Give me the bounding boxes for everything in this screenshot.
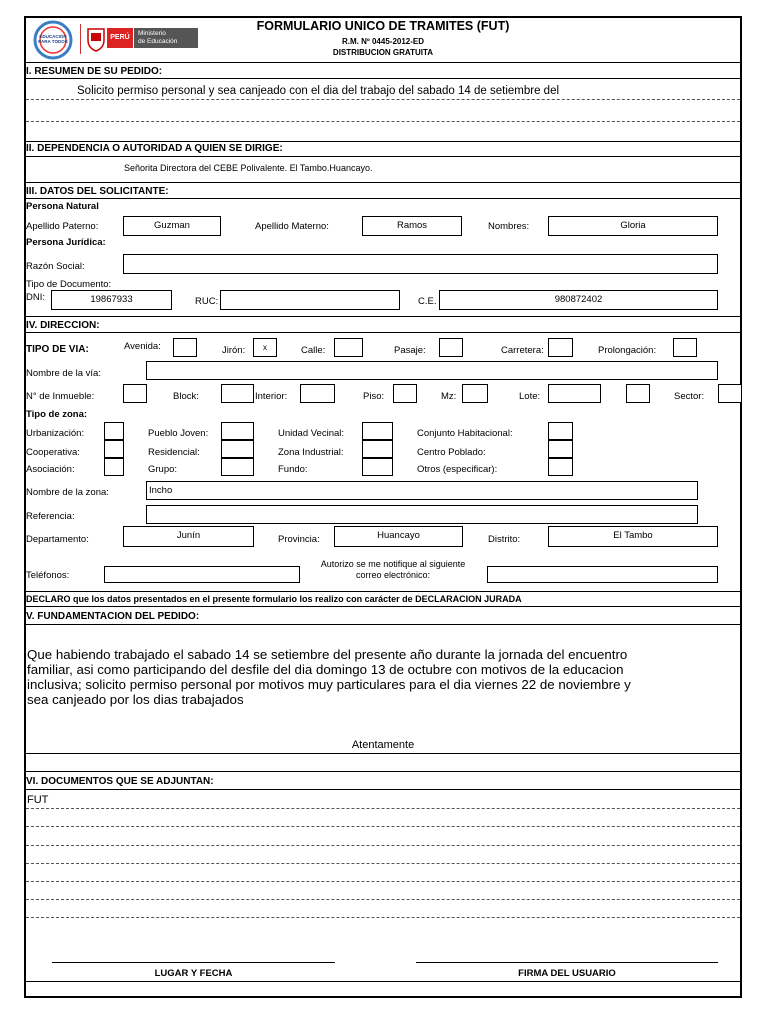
tipo-via-label: TIPO DE VIA:: [26, 344, 89, 355]
divider: [24, 156, 742, 157]
education-logo-text: EDUCACIÓN PARA TODOS: [38, 34, 68, 44]
dotted-line: [26, 121, 740, 122]
nombre-via-label: Nombre de la vía:: [26, 368, 101, 379]
telefonos-label: Teléfonos:: [26, 570, 70, 581]
referencia-field[interactable]: [146, 505, 698, 524]
correo-label-line-2: correo electrónico:: [355, 570, 431, 580]
interior-label: Interior:: [255, 391, 288, 402]
residencial-checkbox[interactable]: [221, 440, 254, 458]
block-field[interactable]: [221, 384, 254, 403]
peru-badge: PERÚ: [107, 28, 133, 48]
apellido-materno-field[interactable]: Ramos: [362, 216, 462, 236]
pueblo-joven-checkbox[interactable]: [221, 422, 254, 440]
otros-checkbox[interactable]: [548, 458, 573, 476]
divider: [24, 624, 742, 625]
calle-label: Calle:: [301, 345, 326, 356]
pasaje-checkbox[interactable]: [439, 338, 463, 357]
calle-checkbox[interactable]: [334, 338, 363, 357]
divider: [24, 62, 742, 63]
dotted-line: [26, 845, 740, 846]
departamento-field[interactable]: Junín: [123, 526, 254, 547]
divider: [24, 141, 742, 142]
section-6-title: VI. DOCUMENTOS QUE SE ADJUNTAN:: [26, 776, 214, 787]
divider: [24, 78, 742, 79]
pueblo-joven-label: Pueblo Joven:: [148, 428, 209, 439]
document-type-label: Tipo de Documento:: [26, 279, 112, 290]
divider: [24, 198, 742, 199]
sector-field[interactable]: [718, 384, 742, 403]
ce-field[interactable]: 980872402: [439, 290, 718, 310]
divider: [24, 753, 742, 754]
fundo-checkbox[interactable]: [362, 458, 393, 476]
zona-industrial-checkbox[interactable]: [362, 440, 393, 458]
attached-document-1[interactable]: FUT: [27, 794, 49, 806]
logo-divider: [80, 24, 81, 54]
ministry-badge: [134, 28, 198, 48]
ce-label: C.E.: [418, 296, 437, 307]
ruc-label: RUC:: [195, 296, 219, 307]
telefonos-field[interactable]: [104, 566, 300, 583]
tipo-zona-label: Tipo de zona:: [26, 409, 88, 420]
ministry-line-1: Ministerio: [138, 30, 166, 37]
block-label: Block:: [173, 391, 199, 402]
nombre-zona-field[interactable]: Incho: [146, 481, 698, 500]
divider: [24, 316, 742, 317]
dotted-line: [26, 881, 740, 882]
signature-label: FIRMA DEL USUARIO: [518, 968, 616, 979]
section-5-title: V. FUNDAMENTACION DEL PEDIDO:: [26, 611, 200, 622]
dotted-line: [26, 899, 740, 900]
inmueble-label: N° de Inmueble:: [26, 391, 95, 402]
correo-field[interactable]: [487, 566, 718, 583]
dotted-line: [26, 917, 740, 918]
cooperativa-checkbox[interactable]: [104, 440, 124, 458]
unidad-vecinal-checkbox[interactable]: [362, 422, 393, 440]
nombres-field[interactable]: Gloria: [548, 216, 718, 236]
mz-field[interactable]: [462, 384, 488, 403]
dni-field[interactable]: 19867933: [51, 290, 172, 310]
divider: [24, 606, 742, 607]
grupo-checkbox[interactable]: [221, 458, 254, 476]
unidad-vecinal-label: Unidad Vecinal:: [278, 428, 345, 439]
dni-label: DNI:: [26, 292, 45, 303]
sector-label: Sector:: [674, 391, 705, 402]
distribution-note: DISTRIBUCION GRATUITA: [332, 48, 434, 57]
declaration-statement: DECLARO que los datos presentados en el presente formulario los realizo con carácter de DECLARACION JURADA: [26, 594, 522, 604]
peru-shield-icon: [86, 26, 106, 52]
pasaje-label: Pasaje:: [394, 345, 426, 356]
rm-number: R.M. Nº 0445-2012-ED: [341, 37, 425, 46]
prolongacion-checkbox[interactable]: [673, 338, 697, 357]
fundo-label: Fundo:: [278, 464, 308, 475]
ruc-field[interactable]: [220, 290, 400, 310]
inmueble-field[interactable]: [123, 384, 147, 403]
conjunto-label: Conjunto Habitacional:: [417, 428, 513, 439]
legal-person-label: Persona Jurídica:: [26, 237, 106, 248]
place-date-line: [52, 962, 335, 963]
signature-line: [416, 962, 718, 963]
nombres-label: Nombres:: [488, 221, 530, 232]
divider: [24, 182, 742, 183]
razon-social-label: Razón Social:: [26, 261, 85, 272]
urbanizacion-label: Urbanización:: [26, 428, 85, 439]
provincia-field[interactable]: Huancayo: [334, 526, 463, 547]
section-2-title: II. DEPENDENCIA O AUTORIDAD A QUIEN SE DIRIGE:: [26, 143, 283, 154]
nombre-via-field[interactable]: [146, 361, 718, 380]
apellido-paterno-field[interactable]: Guzman: [123, 216, 221, 236]
carretera-checkbox[interactable]: [548, 338, 573, 357]
section-3-title: III. DATOS DEL SOLICITANTE:: [26, 186, 169, 197]
provincia-label: Provincia:: [278, 534, 320, 545]
centro-poblado-label: Centro Poblado:: [417, 447, 486, 458]
dotted-line: [26, 808, 740, 809]
asociacion-label: Asociación:: [26, 464, 75, 475]
asociacion-checkbox[interactable]: [104, 458, 124, 476]
zona-industrial-label: Zona Industrial:: [278, 447, 344, 458]
section-4-title: IV. DIRECCION:: [26, 320, 100, 331]
prolongacion-label: Prolongación:: [598, 345, 657, 356]
dotted-line: [26, 826, 740, 827]
dotted-line: [26, 863, 740, 864]
departamento-label: Departamento:: [26, 534, 89, 545]
interior-field[interactable]: [300, 384, 335, 403]
razon-social-field[interactable]: [123, 254, 718, 274]
lote-label: Lote:: [519, 391, 541, 402]
dotted-line: [26, 99, 740, 100]
justification-line-2: familiar, asi como participando del desfile del dia domingo 13 de octubre con motivos de la educacion: [27, 662, 624, 677]
jiron-label: Jirón:: [222, 345, 246, 356]
nombre-zona-label: Nombre de la zona:: [26, 487, 109, 498]
justification-line-4: sea canjeado por los dias trabajados: [27, 692, 244, 707]
section-1-title: I. RESUMEN DE SU PEDIDO:: [26, 66, 163, 77]
jiron-checkbox[interactable]: x: [253, 338, 277, 357]
cooperativa-label: Cooperativa:: [26, 447, 80, 458]
distrito-label: Distrito:: [488, 534, 521, 545]
piso-label: Piso:: [363, 391, 385, 402]
distrito-field[interactable]: El Tambo: [548, 526, 718, 547]
divider: [24, 591, 742, 592]
grupo-label: Grupo:: [148, 464, 178, 475]
avenida-label: Avenida:: [124, 341, 161, 352]
referencia-label: Referencia:: [26, 511, 75, 522]
correo-label-line-1: Autorizo se me notifique al siguiente: [320, 559, 466, 569]
km-field[interactable]: [626, 384, 650, 403]
avenida-checkbox[interactable]: [173, 338, 197, 357]
education-logo: [30, 20, 76, 60]
divider: [24, 981, 742, 982]
divider: [24, 771, 742, 772]
divider: [24, 789, 742, 790]
closing-text: Atentamente: [351, 739, 415, 751]
carretera-label: Carretera:: [501, 345, 544, 356]
divider: [24, 332, 742, 333]
ministry-line-2: de Educación: [138, 38, 178, 45]
correo-label: [300, 559, 486, 581]
justification-text[interactable]: [27, 647, 743, 707]
form-title: FORMULARIO UNICO DE TRAMITES (FUT): [256, 19, 510, 33]
place-date-label: LUGAR Y FECHA: [154, 968, 233, 979]
request-summary-text[interactable]: Solicito permiso personal y sea canjeado con el dia del trabajo del sabado 14 de setiembre del: [77, 85, 560, 97]
mz-label: Mz:: [441, 391, 457, 402]
conjunto-checkbox[interactable]: [548, 422, 573, 440]
justification-line-3: inclusiva; solicito permiso personal por motivos muy particulares para el dia viernes 22 de noviembre y: [27, 677, 631, 692]
centro-poblado-checkbox[interactable]: [548, 440, 573, 458]
piso-field[interactable]: [393, 384, 417, 403]
urbanizacion-checkbox[interactable]: [104, 422, 124, 440]
residencial-label: Residencial:: [148, 447, 200, 458]
natural-person-label: Persona Natural: [26, 201, 99, 212]
apellido-materno-label: Apellido Materno:: [255, 221, 329, 232]
lote-field[interactable]: [548, 384, 601, 403]
otros-label: Otros (especificar):: [417, 464, 498, 475]
authority-text[interactable]: Señorita Directora del CEBE Polivalente. El Tambo.Huancayo.: [124, 163, 373, 173]
apellido-paterno-label: Apellido Paterno:: [26, 221, 99, 232]
justification-line-1: Que habiendo trabajado el sabado 14 se setiembre del presente año durante la jornada del encuentro: [27, 647, 628, 662]
